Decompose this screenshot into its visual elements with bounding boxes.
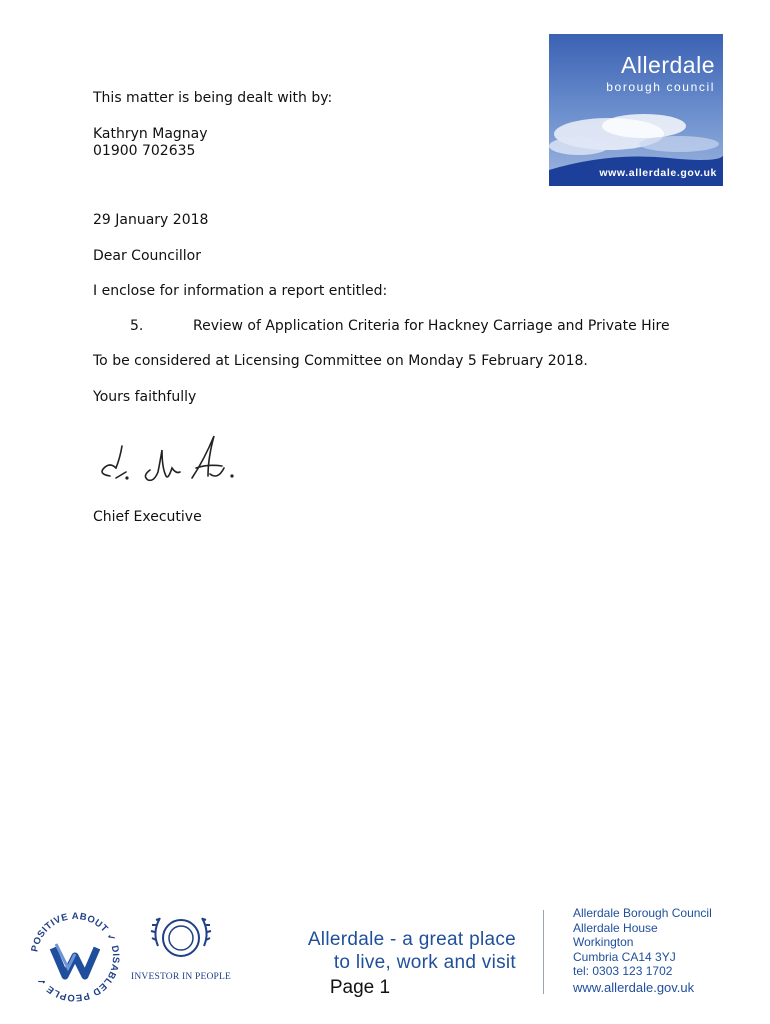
slogan-line-2: to live, work and visit bbox=[333, 952, 516, 973]
address-line: Cumbria CA14 3YJ bbox=[573, 949, 676, 964]
logo-name: Allerdale bbox=[621, 52, 715, 78]
svg-text:POSITIVE ABOUT ✓ DISABLED PEOP: POSITIVE ABOUT ✓ DISABLED PEOPLE ✓ bbox=[29, 910, 122, 1004]
letter-date: 29 January 2018 bbox=[93, 212, 209, 228]
dealt-with-label: This matter is being dealt with by: bbox=[93, 90, 333, 106]
closing: Yours faithfully bbox=[93, 389, 197, 405]
investor-in-people-text: INVESTOR IN PEOPLE bbox=[130, 972, 231, 982]
allerdale-logo bbox=[549, 34, 723, 186]
logo-website: www.allerdale.gov.uk bbox=[599, 167, 717, 179]
item-number: 5. bbox=[130, 318, 144, 334]
slogan-line-1: Allerdale - a great place bbox=[307, 929, 516, 950]
address-line: Allerdale House bbox=[573, 920, 658, 935]
footer-address bbox=[573, 906, 712, 996]
signatory-title: Chief Executive bbox=[93, 509, 202, 525]
signature bbox=[96, 428, 246, 496]
logo-subtitle: borough council bbox=[606, 80, 715, 94]
footer-slogan bbox=[270, 928, 516, 974]
salutation: Dear Councillor bbox=[93, 248, 201, 264]
item-title: Review of Application Criteria for Hackney Carriage and Private Hire bbox=[193, 318, 670, 334]
footer-divider bbox=[543, 910, 544, 994]
address-line: Allerdale Borough Council bbox=[573, 906, 712, 920]
intro-text: I enclose for information a report entitled: bbox=[93, 283, 388, 299]
positive-about-disabled-people-logo bbox=[28, 910, 122, 1004]
page-number: Page 1 bbox=[329, 977, 391, 998]
contact-name: Kathryn Magnay bbox=[93, 126, 208, 142]
address-line: Workington bbox=[573, 935, 634, 950]
contact-phone: 01900 702635 bbox=[93, 143, 196, 159]
consideration-text: To be considered at Licensing Committee on Monday 5 February 2018. bbox=[93, 353, 588, 369]
footer-website-link[interactable]: www.allerdale.gov.uk bbox=[573, 979, 695, 995]
address-line: tel: 0303 123 1702 bbox=[573, 964, 673, 979]
